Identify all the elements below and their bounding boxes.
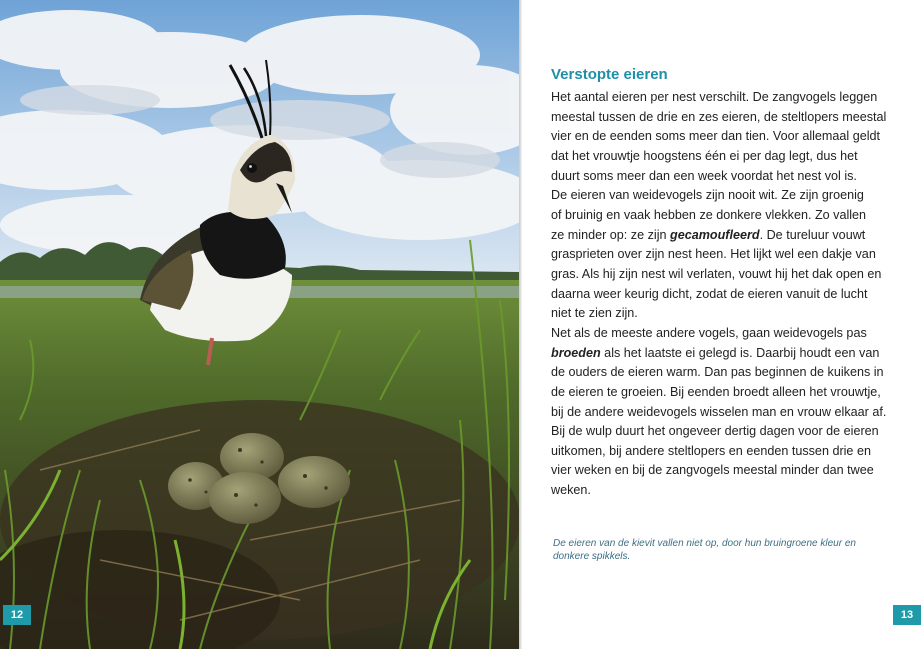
section-heading: Verstopte eieren	[551, 66, 668, 83]
text-line: vier en de eenden soms meer dan tien. Voor allemaal geldt	[551, 129, 881, 144]
page-number-left: 12	[3, 605, 31, 625]
photo-caption	[553, 538, 893, 563]
text-line: grasprieten over zijn nest heen. Het lijkt wel een dakje van	[551, 247, 876, 262]
text-line: dat het vrouwtje hoogstens één ei per dag legt, dus het	[551, 148, 858, 163]
caption-line: donkere spikkels.	[553, 550, 631, 562]
text-line: vier weken en bij de zangvogels meestal minder dan twee	[551, 463, 874, 478]
text-line: gras. Als hij zijn nest wil verlaten, vouwt hij het dak open en	[551, 266, 882, 281]
text-line: duurt soms meer dan een week voordat het nest vol is.	[551, 168, 857, 183]
text-line: uitkomen, bij andere steltlopers en eenden tussen drie en	[551, 443, 871, 458]
text-line: broeden als het laatste ei gelegd is. Daarbij houdt een van	[551, 345, 880, 360]
text-line: Het aantal eieren per nest verschilt. De zangvogels leggen	[551, 90, 878, 104]
text-line: ze minder op: ze zijn gecamoufleerd. De tureluur vouwt	[551, 227, 866, 242]
text-line: of bruinig en vaak hebben ze donkere vlekken. Zo vallen	[551, 207, 867, 222]
text-line: Net als de meeste andere vogels, gaan weidevogels pas	[551, 325, 867, 340]
text-line: bij de andere weidevogels wisselen man en vrouw elkaar af.	[551, 404, 887, 419]
text-line: De eieren van weidevogels zijn nooit wit. Ze zijn groenig	[551, 188, 864, 203]
page-number-right: 13	[893, 605, 921, 625]
text-line: weken.	[551, 483, 591, 498]
text-line: meestal tussen de drie en zes eieren, de steltlopers meestal	[551, 109, 887, 124]
right-page	[522, 0, 922, 649]
body-paragraph	[551, 88, 911, 501]
text-line: daarna weer keurig dicht, zodat de eieren vanuit de lucht	[551, 286, 868, 301]
emphasized-term: gecamoufleerd	[670, 227, 760, 242]
emphasized-term: broeden	[551, 345, 601, 360]
caption-line: De eieren van de kievit vallen niet op, door hun bruingroene kleur en	[553, 538, 856, 549]
text-line: Bij de wulp duurt het ongeveer dertig dagen voor de eieren	[551, 424, 879, 439]
text-line: niet te zien zijn.	[551, 306, 638, 321]
text-line: de ouders de eieren warm. Dan pas beginnen de kuikens in	[551, 365, 884, 380]
text-line: de eieren te groeien. Bij eenden broedt alleen het vrouwtje,	[551, 384, 881, 399]
